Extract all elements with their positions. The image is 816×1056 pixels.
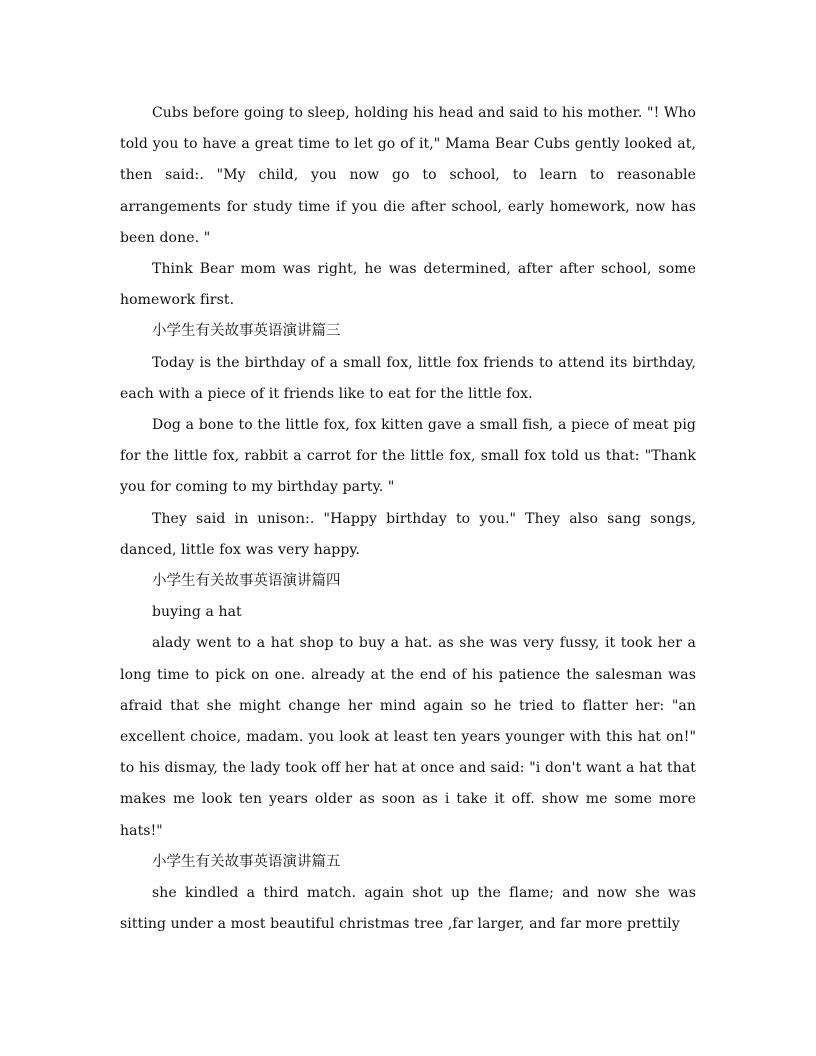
paragraph: They said in unison:. "Happy birthday to you." They also sang songs, danced, little fox was very happy. bbox=[120, 510, 696, 558]
paragraph: Dog a bone to the little fox, fox kitten gave a small fish, a piece of meat pig for the little fox, rabbit a carrot for the little fox, small fox told us that: "Thank you for coming to my birthday party. " bbox=[120, 417, 696, 496]
paragraph: Think Bear mom was right, he was determined, after after school, some homework first. bbox=[120, 261, 696, 309]
section-heading: 小学生有关故事英语演讲篇四 bbox=[152, 573, 341, 590]
document-page bbox=[120, 98, 696, 940]
story-title: buying a hat bbox=[152, 604, 242, 621]
paragraph: Cubs before going to sleep, holding his head and said to his mother. "! Who told you to have a great time to let go of it," Mama Bear Cubs gently looked at, then said:. "My child, you now go to school, to learn to reasonable arrangements for study time if you die after school, early homework, now has been done. " bbox=[120, 105, 696, 246]
section-heading: 小学生有关故事英语演讲篇三 bbox=[152, 323, 341, 340]
section-heading: 小学生有关故事英语演讲篇五 bbox=[152, 853, 341, 870]
paragraph: she kindled a third match. again shot up the flame; and now she was sitting under a most beautiful christmas tree ,far larger, and far more prettily bbox=[120, 885, 696, 933]
paragraph: alady went to a hat shop to buy a hat. as she was very fussy, it took her a long time to pick on one. already at the end of his patience the salesman was afraid that she might change her mind again so he tried to flatter her: "an excellent choice, madam. you look at least ten years younger with this hat on!" to his dismay, the lady took off her hat at once and said: "i don't want a hat that makes me look ten years older as soon as i take it off. show me some more hats!" bbox=[120, 635, 696, 839]
paragraph: Today is the birthday of a small fox, little fox friends to attend its birthday, each with a piece of it friends like to eat for the little fox. bbox=[120, 354, 696, 402]
